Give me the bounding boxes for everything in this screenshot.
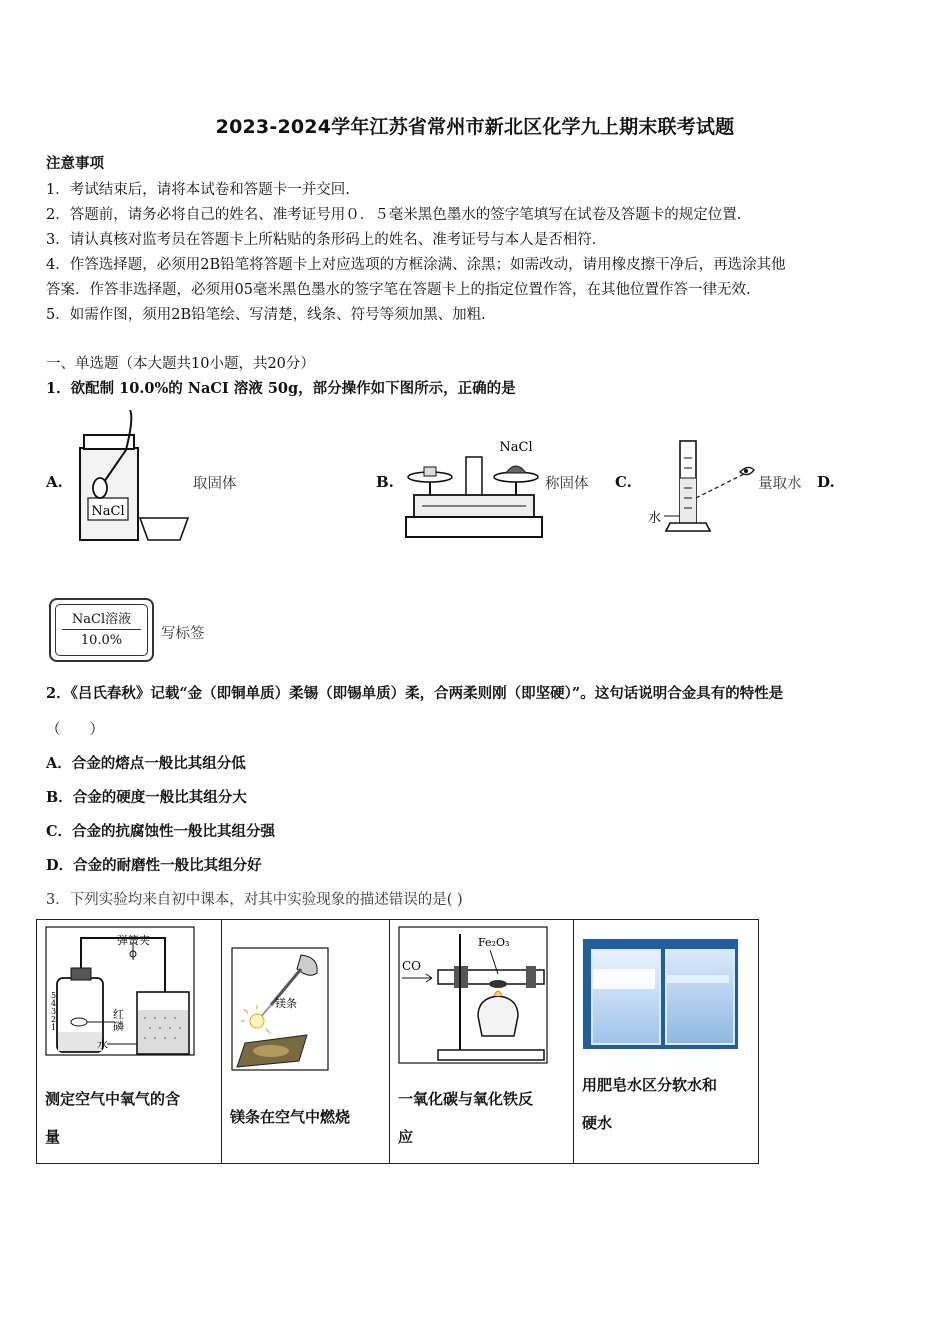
experiment-cell[interactable]: [574, 920, 759, 1164]
experiment-cell[interactable]: [37, 920, 222, 1164]
notice-item: 4．作答选择题，必须用2B铅笔将答题卡上对应选项的方框涂满、涂黑；如需改动，请用橡皮擦干净后，再选涂其他: [46, 257, 786, 273]
notice-item: 答案．作答非选择题，必须用05毫米黑色墨水的签字笔在答题卡上的指定位置作答，在其他位置作答一律无效.: [46, 282, 751, 298]
q1-option-d-label[interactable]: D.: [817, 473, 835, 491]
tag-line-2: 10.0%: [80, 633, 123, 648]
scale-mark: 2: [51, 1015, 57, 1024]
q2-option-c[interactable]: C．合金的抗腐蚀性一般比其组分强: [46, 823, 276, 840]
q1-option-a-label[interactable]: A.: [46, 473, 63, 491]
experiment-caption: 硬水: [582, 1114, 613, 1132]
experiment-table: [36, 919, 759, 1164]
q1-option-c-label[interactable]: C.: [615, 473, 632, 491]
q2-option-b[interactable]: B．合金的硬度一般比其组分大: [46, 789, 247, 806]
phosphorus-label-1: 红: [113, 1008, 124, 1021]
notice-heading: 注意事项: [46, 155, 104, 172]
balance-scale-figure: [404, 433, 544, 543]
notice-item: 5．如需作图，须用2B铅笔绘、写清楚，线条、符号等须加黑、加粗.: [46, 307, 486, 323]
q2-option-a[interactable]: A．合金的熔点一般比其组分低: [46, 755, 246, 772]
page-title: 2023-2024学年江苏省常州市新北区化学九上期末联考试题: [215, 116, 735, 138]
experiment-caption: 应: [398, 1128, 414, 1146]
experiment-cell[interactable]: [222, 920, 390, 1164]
ribbon-label: 镁条: [275, 997, 297, 1010]
question-2-stem: 2．《吕氏春秋》记载“金（即铜单质）柔锡（即锡单质）柔，合两柔则刚（即坚硬）”。这句话说明合金具有的特性是: [46, 685, 784, 702]
experiment-caption: 用肥皂水区分软水和: [582, 1076, 718, 1094]
q2-option-d[interactable]: D．合金的耐磨性一般比其组分好: [46, 857, 262, 874]
phosphorus-label-2: 磷: [113, 1020, 124, 1033]
label-tag-figure: [49, 598, 154, 662]
water-label: 水: [648, 511, 662, 526]
experiment-caption: 量: [45, 1128, 61, 1146]
question-3-stem: 3．下列实验均来自初中课本，对其中实验现象的描述错误的是( ): [46, 892, 463, 908]
q1-option-d-caption: 写标签: [161, 626, 205, 642]
oxide-label: Fe₂O₃: [478, 936, 510, 949]
reagent-jar-figure: [70, 410, 195, 550]
section-heading: 一、单选题（本大题共10小题，共20分）: [46, 356, 315, 372]
tag-line-1: NaCl溶液: [71, 612, 132, 627]
experiment-caption: 测定空气中氧气的含: [45, 1090, 181, 1108]
q1-option-c-caption: 量取水: [758, 476, 802, 492]
q1-option-b-label[interactable]: B.: [376, 473, 394, 491]
clamp-label: 弹簧夹: [117, 934, 150, 947]
graduated-cylinder-figure: [640, 436, 760, 536]
water-label: 水: [97, 1038, 108, 1051]
pan-label: NaCl: [499, 440, 533, 455]
co-reduction-figure: [398, 926, 548, 1064]
scale-mark: 4: [51, 999, 57, 1008]
experiment-cell[interactable]: [390, 920, 574, 1164]
notice-item: 2．答题前，请务必将自己的姓名、准考证号用０．５毫米黑色墨水的签字笔填写在试卷及答题卡的规定位置.: [46, 207, 742, 223]
q1-option-a-caption: 取固体: [193, 476, 237, 492]
question-1-stem: 1．欲配制 10.0%的 NaCI 溶液 50g，部分操作如下图所示，正确的是: [46, 380, 516, 397]
co-label: CO: [402, 959, 422, 973]
notice-item: 3．请认真核对监考员在答题卡上所粘贴的条形码上的姓名、准考证号与本人是否相符.: [46, 232, 597, 248]
scale-mark: 3: [51, 1007, 57, 1016]
experiment-caption: 一氧化碳与氧化铁反: [398, 1090, 534, 1108]
experiment-caption: 镁条在空气中燃烧: [230, 1108, 351, 1126]
jar-label: NaCl: [91, 504, 125, 519]
scale-mark: 1: [51, 1023, 57, 1032]
q1-option-b-caption: 称固体: [545, 476, 589, 492]
answer-blank: （ ）: [46, 722, 104, 738]
oxygen-measure-figure: [45, 926, 195, 1058]
notice-item: 1．考试结束后，请将本试卷和答题卡一并交回.: [46, 182, 350, 198]
magnesium-burning-figure: [231, 947, 329, 1071]
soap-water-photo: [583, 939, 738, 1049]
scale-mark: 5: [51, 991, 57, 1000]
